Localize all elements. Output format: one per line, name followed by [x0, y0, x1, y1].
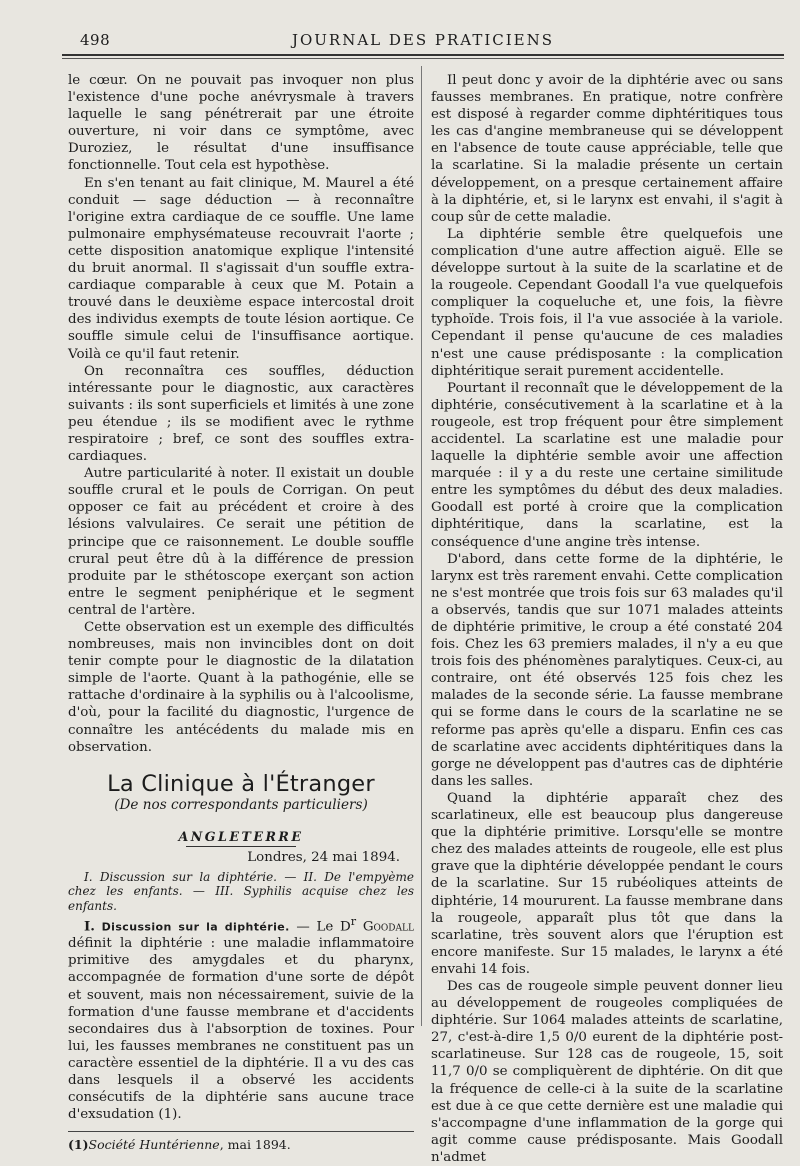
header-rule — [62, 54, 784, 56]
paragraph: En s'en tenant au fait clinique, M. Maurel a été conduit — sage déduction — à reconnaître l'origine extra cardiaque de ce souffle. Une lame pulmonaire emphysémateuse recouvrait l'aorte ; cette disposition anatomique explique l'intensité du bruit anormal. Il s'agissait d'un souffle extra-cardiaque comparable à ceux que M. Potain a trouvé dans le deuxième espace intercostal droit des individus exempts de toute lésion aortique. Ce souffle simule celui de l'insuffisance aortique. Voilà ce qu'il faut retenir. — [68, 175, 414, 362]
dateline: Londres, 24 mai 1894. — [247, 850, 400, 866]
paragraph: Cette observation est un exemple des difficultés nombreuses, mais non invincibles dont on doit tenir compte pour le diagnostic de la dilatation simple de l'aorte. Quant à la pathogénie, elle se rattache d'ordinaire à la syphilis ou à l'alcoolisme, d'où, pour la facilité du diagnostic, l'urgence de connaître les antécédents du malade mis en observation. — [68, 620, 414, 755]
author-name: Goodall — [356, 919, 414, 935]
paragraph: Il peut donc y avoir de la diphtérie avec ou sans fausses membranes. En pratique, notre confrère est disposé à regarder comme diphtéritiques tous les cas d'angine membraneuse qui se développent en l'absence de toute cause appréciable, telle que la scarlatine. Si la maladie présente un certain développement, on a presque certainement affaire à la diphtérie, et, si le larynx est envahi, il s'agit à coup sûr de cette maladie. — [431, 73, 783, 225]
paragraph — [68, 913, 414, 1124]
paragraph: La diphtérie semble être quelquefois une complication d'une autre affection aiguë. Elle se développe surtout à la suite de la scarlatine et de la rougeole. Cependant Goodall l'a vue quelquefois compliquer la coqueluche et, une fois, la fièvre typhoïde. Trois fois, il l'a vue associée à la variole. Cependant il pense qu'aucune de ces maladies n'est une cause prédisposante : la complication diphtéritique serait purement accidentelle. — [431, 226, 783, 379]
paragraph: D'abord, dans cette forme de la diphtérie, le larynx est très rarement envahi. Cette complication ne s'est montrée que trois fois sur 63 malades qu'il a observés, tandis que sur 1071 malades atteints de diphtérie primitive, le croup a été constaté 204 fois. Chez les 63 premiers malades, il n'y a eu que trois fois des phénomènes paralytiques. Ceux-ci, au contraire, ont été observés 125 fois chez les malades de la seconde série. La fausse membrane qui se forme dans le cours de la scarlatine ne se reforme pas après qu'elle a disparu. Enfin ces cas de scarlatine avec accidents diphtéritiques dans la gorge ne développent pas d'autres cas de diphtérie dans les salles. — [431, 551, 783, 789]
left-column — [68, 72, 414, 1153]
page-number: 498 — [80, 31, 111, 49]
column-divider — [421, 66, 422, 1026]
subsection-heading: Discussion sur la diphtérie. — [101, 920, 290, 934]
footnote-rule — [68, 1131, 414, 1132]
footnote-source: Société Huntérienne — [88, 1137, 220, 1153]
section-title: La Clinique à l'Étranger — [107, 770, 375, 797]
section-subtitle: (De nos correspondants particuliers) — [114, 796, 368, 813]
paragraph-body: définit la diphtérie : une maladie inflammatoire primitive des amygdales et du pharynx, accompagnée de formation d'une sorte de dépôt et souvent, mais non nécessairement, suivie de la formation d'une fausse membrane et d'accidents secondaires dus à l'absorption de toxines. Pour lui, les fausses membranes ne constituent pas un caractère essentiel de la diphtérie. Il a vu des cas dans lesquels il a observé les accidents consécutifs de la diphtérie sans aucune trace d'exsudation (1). — [68, 936, 414, 1123]
paragraph: Pourtant il reconnaît que le développement de la diphtérie, consécutivement à la scarlatine et à la rougeole, est trop fréquent pour être simplement accidentel. La scarlatine est une maladie pour laquelle la diphtérie semble avoir une affection marquée : il y a du reste une certaine similitude entre les symptômes du début des deux maladies. Goodall est porté à croire que la complication diphtéritique, dans la scarlatine, est la conséquence d'une angine très intense. — [431, 380, 783, 550]
paragraph: le cœur. On ne pouvait pas invoquer non plus l'existence d'une poche anévrysmale à travers laquelle le sang pénétrerait par une étroite ouverture, ni voir dans ce symptôme, avec Duroziez, le résultat d'une insuffisance fonctionnelle. Tout cela est hypothèse. — [68, 73, 414, 174]
paragraph: Des cas de rougeole simple peuvent donner lieu au développement de rougeoles compliquées de diphtérie. Sur 1064 malades atteints de scarlatine, 27, c'est-à-dire 1,5 0/0 eurent de la diphtérie post-scarlatineuse. Sur 128 cas de rougeole, 15, soit 11,7 0/0 se compliquèrent de diphtérie. On dit que la fréquence de celle-ci à la suite de la scarlatine est due à ce que cette dernière est une maladie qui s'accompagne d'une inflammation de la gorge qui agit comme cause prédisposante. Mais Goodall n'admet — [431, 978, 783, 1165]
footnote-number: (1) — [68, 1137, 89, 1153]
article-summary: I. Discussion sur la diphtérie. — II. De l'empyème chez les enfants. — III. Syphilis acquise chez les enfants. — [68, 870, 414, 913]
paragraph: Autre particularité à noter. Il existait un double souffle crural et le pouls de Corrigan. On peut opposer ce fait au précédent et croire à des lésions valvulaires. Ce serait une pétition de principe que ce raisonnement. Le double souffle crural peut être dû à la différence de pression produite par le sthétoscope exerçant son action entre le segment peniphérique et le segment central de l'artère. — [68, 466, 414, 618]
header-rule-thin — [62, 58, 784, 59]
journal-title: JOURNAL DES PRATICIENS — [291, 31, 555, 49]
dash-text: — Le D — [289, 919, 351, 935]
country-rule — [186, 846, 296, 847]
country-heading: ANGLETERRE — [178, 828, 304, 844]
footnote — [68, 1136, 414, 1153]
paragraph: Quand la diphtérie apparaît chez des scarlatineux, elle est beaucoup plus dangereuse que la diphtérie primitive. Lorsqu'elle se montre chez des malades atteints de rougeole, elle est plus grave que la diphtérie développée pendant le cours de la scarlatine. Sur 15 rubéoliques atteints de diphtérie, 14 moururent. La fausse membrane dans la rougeole, apparaît plus tôt que dans la scarlatine, très souvent alors que l'éruption est encore manifeste. Sur 15 malades, le larynx a été envahi 14 fois. — [431, 790, 783, 977]
section-number: I. — [84, 918, 95, 935]
footnote-date: , mai 1894. — [219, 1137, 291, 1153]
page-header — [62, 28, 784, 52]
right-column — [431, 72, 783, 1166]
paragraph: On reconnaîtra ces souffles, déduction intéressante pour le diagnostic, aux caractères suivants : ils sont superficiels et limités à une zone peu étendue ; ils se modifient avec le rythme respiratoire ; bref, ce sont des souffles extra-cardiaques. — [68, 363, 414, 465]
superscript: r — [350, 914, 357, 928]
